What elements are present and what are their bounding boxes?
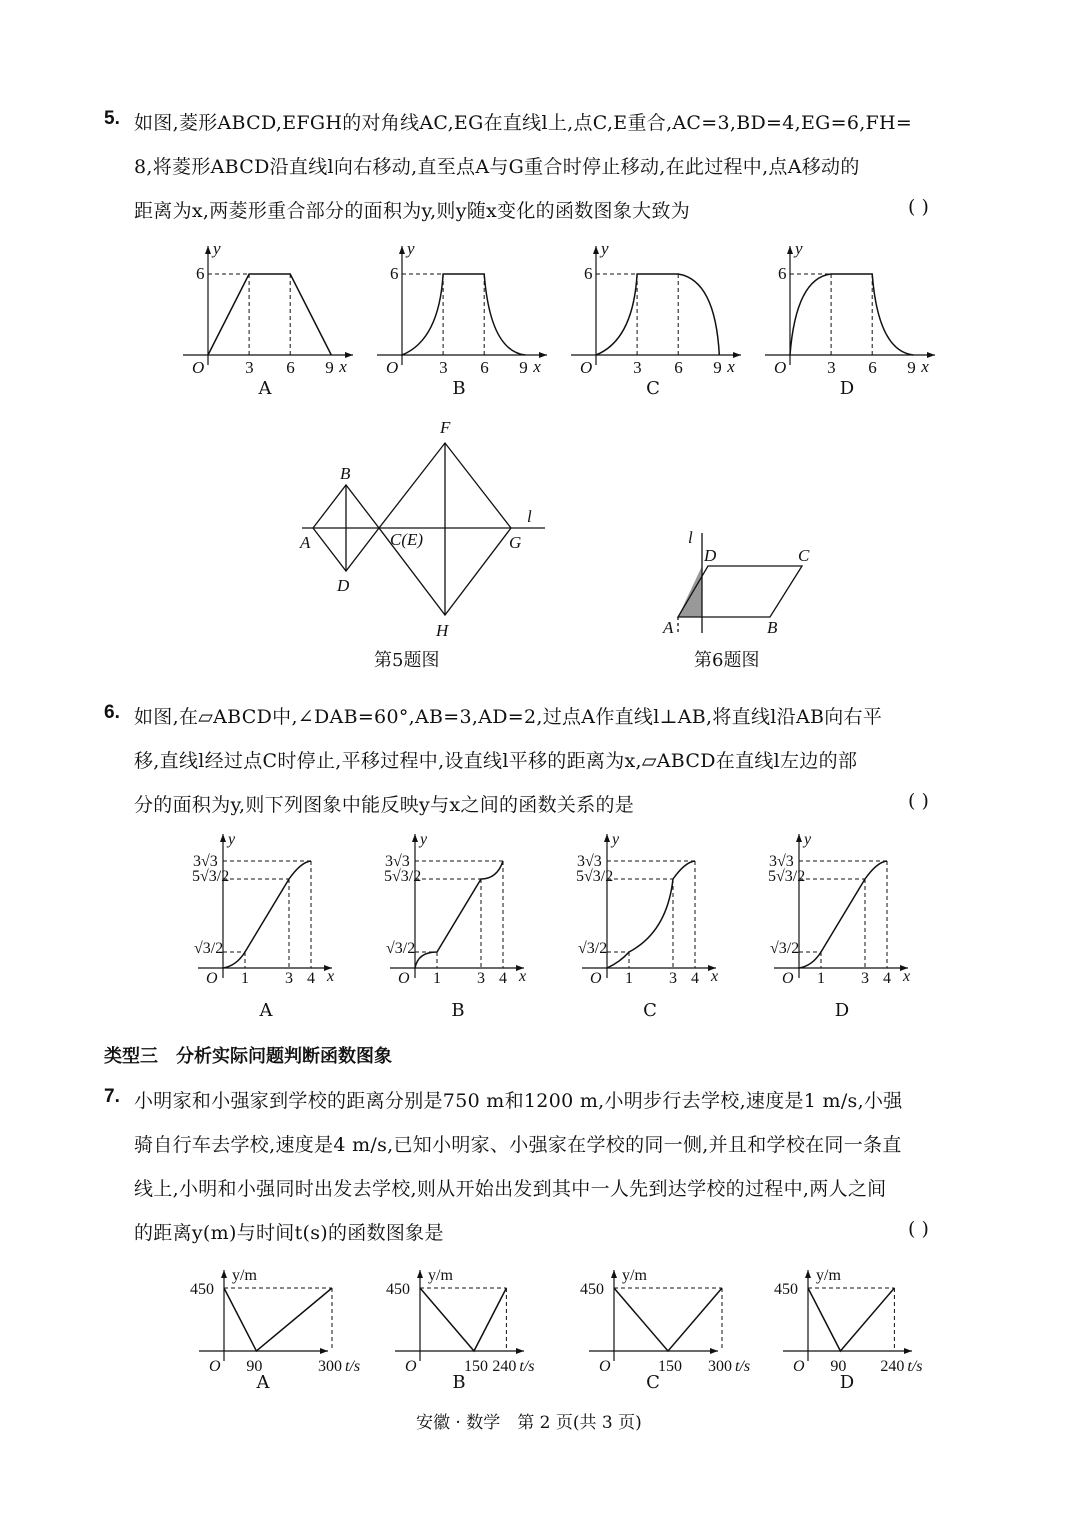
curve — [223, 861, 311, 968]
x-label: t/s — [907, 1358, 923, 1375]
q7-number: 7. — [104, 1086, 120, 1107]
x-label: x — [727, 357, 735, 376]
origin: O — [398, 970, 410, 987]
origin: O — [386, 358, 399, 377]
origin: O — [782, 970, 794, 987]
origin: O — [599, 1358, 611, 1375]
q5-option-c-graph[interactable] — [566, 238, 756, 398]
q7-option-a-label[interactable]: A — [256, 1372, 270, 1393]
q7-line-2: 骑自行车去学校,速度是4 m/s,已知小明家、小强家在学校的同一侧,并且和学校在同一条直 — [134, 1134, 902, 1156]
y-tick: 6 — [584, 264, 593, 283]
y-label: y — [804, 831, 812, 848]
x-label: t/s — [345, 1358, 361, 1375]
q7-option-d-graph[interactable] — [770, 1262, 930, 1375]
x-tick: 4 — [499, 970, 507, 987]
y-label: y — [407, 239, 415, 258]
x-label: x — [519, 968, 527, 985]
y-tick-root3-2: √3/2 — [386, 940, 416, 957]
q6-option-b-label[interactable]: B — [451, 1000, 465, 1021]
q5-line-1: 如图,菱形ABCD,EFGH的对角线AC,EG在直线l上,点C,E重合,AC=3,BD=4,EG=6,FH= — [134, 112, 913, 134]
y-tick-5root3-2: 5√3/2 — [192, 868, 230, 885]
curve — [415, 861, 503, 968]
pt-g: G — [509, 533, 522, 552]
pt-ce: C(E) — [390, 530, 424, 549]
q6-number: 6. — [104, 702, 120, 723]
q6-parallelogram-figure — [655, 525, 815, 645]
q5-line-3: 距离为x,两菱形重合部分的面积为y,则y随x变化的函数图象大致为 — [134, 200, 691, 222]
y-tick: 450 — [386, 1281, 410, 1298]
y-tick-3root3: 3√3 — [769, 853, 794, 870]
x-label: x — [921, 357, 929, 376]
x-label: x — [339, 357, 347, 376]
y-tick-5root3-2: 5√3/2 — [384, 868, 422, 885]
y-tick: 6 — [778, 264, 787, 283]
q7-option-b-graph[interactable] — [382, 1262, 542, 1375]
x-tick: 6 — [480, 358, 489, 377]
q5-option-b-graph[interactable] — [372, 238, 562, 398]
y-tick: 450 — [580, 1281, 604, 1298]
x-tick-min: 90 — [246, 1358, 263, 1375]
q7-option-b-label[interactable]: B — [452, 1372, 466, 1393]
x-tick: 1 — [625, 970, 633, 987]
pt-h: H — [436, 621, 449, 640]
x-tick: 1 — [433, 970, 441, 987]
q7-line-1: 小明家和小强家到学校的距离分别是750 m和1200 m,小明步行去学校,速度是1 m/s,小强 — [134, 1090, 903, 1112]
q6-option-a-label[interactable]: A — [259, 1000, 273, 1021]
curve — [808, 1288, 894, 1351]
curve — [799, 861, 887, 968]
pt-d: D — [337, 576, 350, 595]
q7-answer-paren[interactable]: ( ) — [908, 1218, 929, 1240]
q6-option-a-graph[interactable] — [190, 828, 340, 988]
q7-option-c-graph[interactable] — [576, 1262, 751, 1375]
x-tick: 4 — [691, 970, 699, 987]
y-tick-5root3-2: 5√3/2 — [768, 868, 806, 885]
q5-rhombus-figure — [290, 415, 550, 645]
origin: O — [774, 358, 787, 377]
curve — [596, 274, 719, 355]
x-tick: 3 — [245, 358, 254, 377]
x-label: x — [327, 968, 335, 985]
q7-option-c-label[interactable]: C — [646, 1372, 660, 1393]
y-tick: 6 — [196, 264, 205, 283]
x-tick: 3 — [827, 358, 836, 377]
q5-option-a-label[interactable]: A — [258, 378, 272, 399]
origin: O — [580, 358, 593, 377]
y-label: y — [420, 831, 428, 848]
y-label: y/m — [428, 1267, 453, 1284]
pt-b: B — [767, 618, 778, 637]
x-label: x — [711, 968, 719, 985]
x-tick: 9 — [907, 358, 916, 377]
x-tick: 6 — [868, 358, 877, 377]
q6-option-c-label[interactable]: C — [643, 1000, 657, 1021]
y-label: y — [213, 239, 221, 258]
x-label: t/s — [735, 1358, 751, 1375]
x-tick-min: 150 — [464, 1358, 488, 1375]
curve — [224, 1288, 332, 1351]
y-tick-5root3-2: 5√3/2 — [576, 868, 614, 885]
x-tick-end: 300 — [708, 1358, 732, 1375]
x-tick: 9 — [713, 358, 722, 377]
x-tick: 3 — [861, 970, 869, 987]
section-3-title: 类型三 分析实际问题判断函数图象 — [104, 1046, 392, 1067]
curve — [420, 1288, 506, 1351]
y-tick-root3-2: √3/2 — [194, 940, 224, 957]
q7-option-d-label[interactable]: D — [839, 1372, 855, 1393]
q6-line-3: 分的面积为y,则下列图象中能反映y与x之间的函数关系的是 — [134, 794, 635, 816]
x-tick-min: 150 — [658, 1358, 682, 1375]
q6-answer-paren[interactable]: ( ) — [908, 790, 929, 812]
q5-number: 5. — [104, 108, 120, 129]
curve — [614, 1288, 722, 1351]
q6-option-d-graph[interactable] — [766, 828, 916, 988]
q7-option-a-graph[interactable] — [186, 1262, 361, 1375]
y-tick-root3-2: √3/2 — [578, 940, 608, 957]
pt-b: B — [340, 464, 351, 483]
origin: O — [405, 1358, 417, 1375]
q6-option-c-graph[interactable] — [574, 828, 724, 988]
origin: O — [206, 970, 218, 987]
y-label: y/m — [622, 1267, 647, 1284]
pt-a: A — [300, 533, 311, 552]
x-tick-end: 240 — [492, 1358, 517, 1375]
y-label: y/m — [816, 1267, 841, 1284]
x-tick: 3 — [633, 358, 642, 377]
q5-option-d-label[interactable]: D — [839, 378, 855, 399]
y-tick: 450 — [774, 1281, 798, 1298]
q5-line-2: 8,将菱形ABCD沿直线l向右移动,直至点A与G重合时停止移动,在此过程中,点A移动的 — [134, 156, 860, 178]
x-tick-min: 90 — [830, 1358, 847, 1375]
x-label: t/s — [519, 1358, 535, 1375]
x-label: x — [533, 357, 541, 376]
y-label: y — [601, 239, 609, 258]
x-tick: 4 — [883, 970, 891, 987]
origin: O — [192, 358, 205, 377]
x-tick-end: 240 — [880, 1358, 905, 1375]
curve — [402, 274, 525, 355]
x-tick: 3 — [477, 970, 485, 987]
origin: O — [209, 1358, 221, 1375]
origin: O — [590, 970, 602, 987]
q6-line-1: 如图,在▱ABCD中,∠DAB=60°,AB=3,AD=2,过点A作直线l⊥AB,将直线l沿AB向右平 — [134, 706, 883, 728]
y-tick-3root3: 3√3 — [385, 853, 410, 870]
x-tick: 9 — [519, 358, 528, 377]
x-tick: 3 — [669, 970, 677, 987]
x-tick: 4 — [307, 970, 315, 987]
q5-option-a-graph[interactable] — [178, 238, 368, 398]
x-tick: 1 — [817, 970, 825, 987]
x-tick: 3 — [439, 358, 448, 377]
label-l: l — [688, 528, 693, 547]
q6-line-2: 移,直线l经过点C时停止,平移过程中,设直线l平移的距离为x,▱ABCD在直线l左边的部 — [134, 750, 858, 772]
shaded-region — [678, 566, 702, 617]
q6-option-b-graph[interactable] — [382, 828, 532, 988]
x-tick: 1 — [241, 970, 249, 987]
y-label: y/m — [232, 1267, 257, 1284]
q5-option-c-label[interactable]: C — [646, 378, 660, 399]
pt-f: F — [440, 418, 451, 437]
label-l: l — [527, 507, 532, 526]
q5-caption: 第5题图 — [374, 650, 440, 671]
q5-option-d-graph[interactable] — [760, 238, 950, 398]
q6-option-d-label[interactable]: D — [834, 1000, 850, 1021]
q5-option-b-label[interactable]: B — [452, 378, 466, 399]
y-tick: 450 — [190, 1281, 214, 1298]
x-tick-end: 300 — [318, 1358, 342, 1375]
y-label: y — [612, 831, 620, 848]
y-label: y — [228, 831, 236, 848]
y-label: y — [795, 239, 803, 258]
q7-line-3: 线上,小明和小强同时出发去学校,则从开始出发到其中一人先到达学校的过程中,两人之间 — [134, 1178, 887, 1200]
x-tick: 9 — [325, 358, 334, 377]
x-tick: 3 — [285, 970, 293, 987]
curve — [790, 274, 913, 355]
pt-d: D — [704, 546, 717, 565]
y-tick-root3-2: √3/2 — [770, 940, 800, 957]
y-tick: 6 — [390, 264, 399, 283]
curve — [607, 861, 695, 968]
origin: O — [793, 1358, 805, 1375]
q7-line-4: 的距离y(m)与时间t(s)的函数图象是 — [134, 1222, 444, 1244]
q5-answer-paren[interactable]: ( ) — [908, 196, 929, 218]
q6-caption: 第6题图 — [694, 650, 760, 671]
y-tick-3root3: 3√3 — [577, 853, 602, 870]
x-label: x — [903, 968, 911, 985]
pt-a: A — [663, 618, 674, 637]
curve — [208, 274, 331, 355]
x-tick: 6 — [286, 358, 295, 377]
page-footer: 安徽 · 数学 第 2 页(共 3 页) — [416, 1413, 642, 1433]
x-tick: 6 — [674, 358, 683, 377]
y-tick-3root3: 3√3 — [193, 853, 218, 870]
pt-c: C — [798, 546, 810, 565]
